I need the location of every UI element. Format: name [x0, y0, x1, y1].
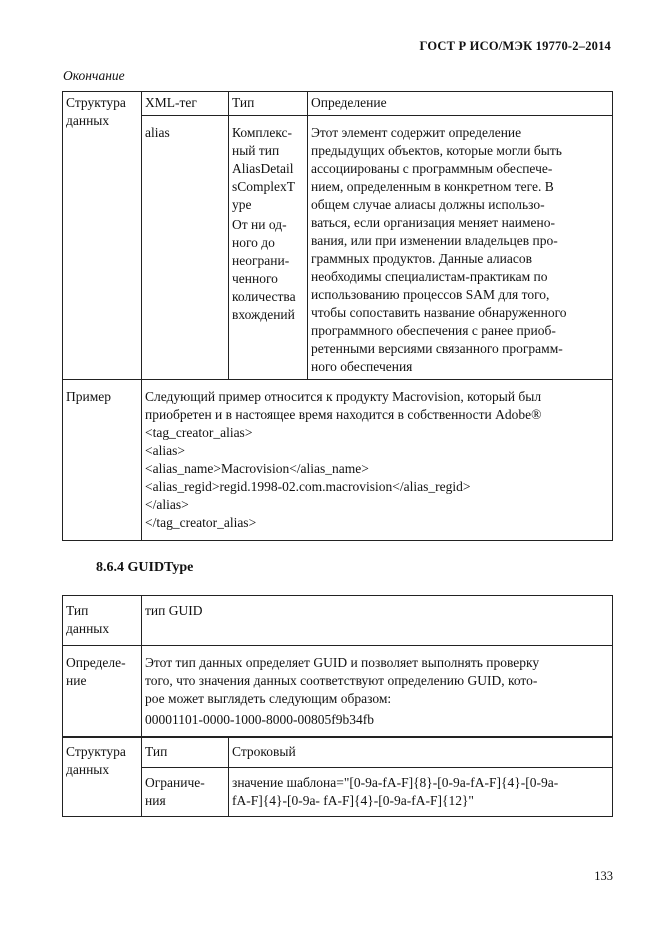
table-row: [63, 646, 613, 738]
table-header-row: [63, 92, 613, 116]
alias-table: [62, 91, 613, 541]
guid-example: 00001101-0000-1000-8000-00805f9b34fb: [145, 712, 374, 727]
key-restrictions: Ограниче- ния: [142, 768, 229, 817]
table-row: [63, 116, 613, 380]
page-number: 133: [594, 869, 613, 883]
cell-xml-tag: alias: [142, 116, 229, 380]
value-definition: Этот тип данных определяет GUID и позволяет выполнять проверку того, что значения данных соответствуют определению GUID, кото- рое может выглядеть следующим образом: 00001101-0000-1000-8000-00805f9b34fb: [142, 646, 613, 738]
code-line: <alias_regid>regid.1998-02.com.macrovision</alias_regid>: [145, 479, 471, 494]
code-line: <alias_name>Macrovision</alias_name>: [145, 461, 369, 476]
section-title: 8.6.4 GUIDType: [96, 560, 194, 575]
value-data-type: тип GUID: [142, 596, 613, 646]
label-structure: Структура данных: [63, 737, 142, 817]
table-row: [63, 596, 613, 646]
cell-type: Комплекс- ный тип AliasDetail sComplexT ype От ни од- ного до неограни- ченного количества вхождений: [229, 116, 308, 380]
header-xml-tag: XML-тег: [142, 92, 229, 116]
document-header: ГОСТ Р ИСО/МЭК 19770-2–2014: [419, 39, 611, 53]
table-row: [63, 737, 613, 768]
value-type: Строковый: [229, 737, 613, 768]
cell-definition: Этот элемент содержит определение предыдущих объектов, которые могли быть ассоциированы с программным обеспече- нием, определенным в конкретном теге. В общем случае алиасы должны использо- ваться, если организация меняет наимено- вания, или при изменении владельцев про- граммных продуктов. Данные алиасов необходимы специалистам-практикам по использованию процессов SAM для того, чтобы сопоставить название обнаруженного программного обеспечения с ранее приоб- ретенными версиями связанного программ- ного обеспечения: [308, 116, 613, 380]
header-structure: Структура данных: [63, 92, 142, 380]
header-type: Тип: [229, 92, 308, 116]
code-line: <alias>: [145, 443, 185, 458]
guid-type-table: [62, 595, 613, 738]
continuation-label: Окончание: [63, 68, 125, 83]
example-row: [63, 380, 613, 541]
header-definition: Определение: [308, 92, 613, 116]
data-structure-table: [62, 736, 613, 817]
value-restrictions: значение шаблона="[0-9a-fA-F]{8}-[0-9a-fA-F]{4}-[0-9a- fA-F]{4}-[0-9a- fA-F]{4}-[0-9a-fA-F]{12}": [229, 768, 613, 817]
code-line: </alias>: [145, 497, 189, 512]
code-line: </tag_creator_alias>: [145, 515, 257, 530]
label-definition: Определе- ние: [63, 646, 142, 738]
table-row: [63, 768, 613, 817]
example-content: Следующий пример относится к продукту Macrovision, который был приобретен и в настоящее время находится в собственности Adobe® <tag_creator_alias> <alias> <alias_name>Macrovision</alias_name> <alias_regid>regid.1998-02.com.macrovision</alias_regid> </alias> </tag_creator_alias>: [142, 380, 613, 541]
code-line: <tag_creator_alias>: [145, 425, 253, 440]
example-label: Пример: [63, 380, 142, 541]
key-type: Тип: [142, 737, 229, 768]
label-data-type: Тип данных: [63, 596, 142, 646]
